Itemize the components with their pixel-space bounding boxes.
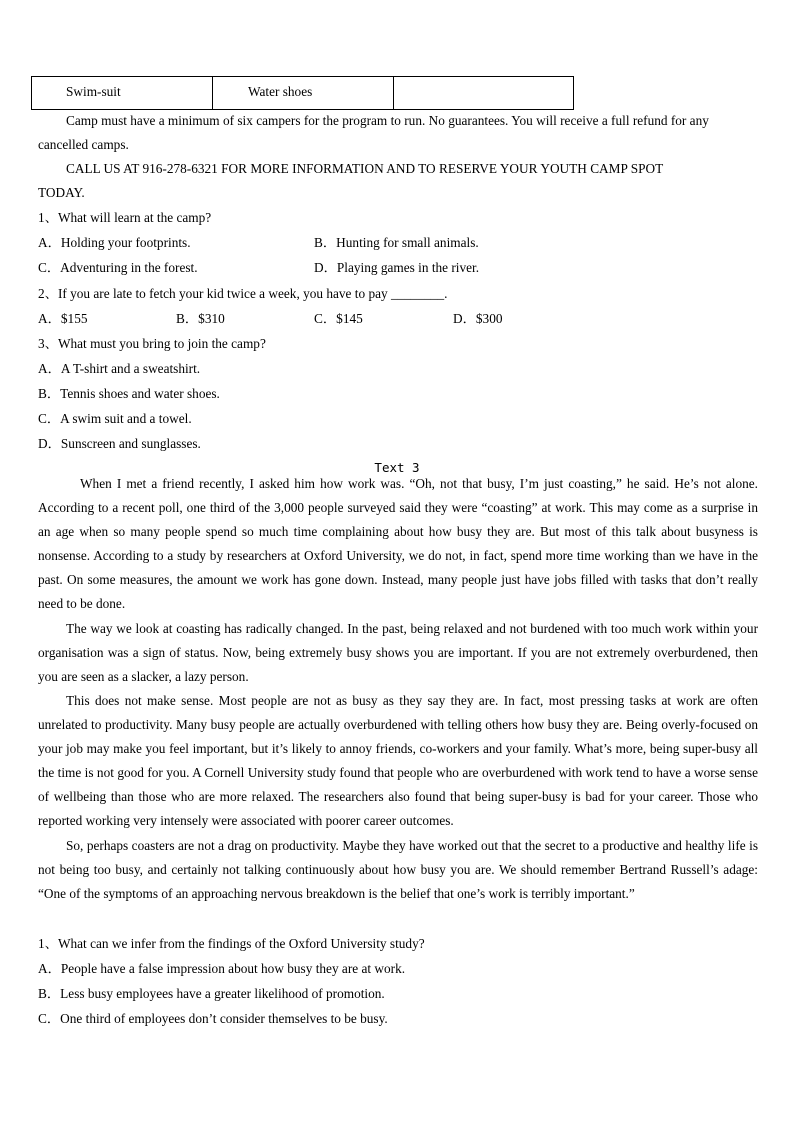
answer-option: C．$145: [314, 311, 363, 326]
camp-notice-line: cancelled camps.: [38, 137, 129, 152]
question-stem: 1、What will learn at the camp?: [38, 210, 212, 225]
question-stem: 1、What can we infer from the findings of the Oxford University study?: [38, 936, 425, 951]
answer-option: A．Holding your footprints.: [38, 235, 191, 250]
answer-option: D．$300: [453, 311, 503, 326]
passage-paragraph: The way we look at coasting has radically changed. In the past, being relaxed and not burdened with too much work within your organisation was a sign of status. Now, being extremely busy shows you are important. If you are not extremely overburdened, then you are seen as a slacker, a lazy person.: [38, 621, 758, 685]
answer-option: A．$155: [38, 311, 88, 326]
table-cell: Swim-suit: [32, 77, 213, 110]
answer-option: C．A swim suit and a towel.: [38, 411, 192, 426]
answer-option: A．A T-shirt and a sweatshirt.: [38, 361, 201, 376]
camp-notice-line: TODAY.: [38, 185, 85, 200]
question-stem: 2、If you are late to fetch your kid twice a week, you have to pay ________.: [38, 286, 448, 301]
equipment-table: [31, 76, 574, 110]
answer-option: B．Less busy employees have a greater likelihood of promotion.: [38, 986, 385, 1001]
answer-option: B．$310: [176, 311, 225, 326]
table-row: [32, 77, 574, 110]
answer-option: D．Playing games in the river.: [314, 260, 480, 275]
answer-option: B．Tennis shoes and water shoes.: [38, 386, 220, 401]
passage-paragraph: So, perhaps coasters are not a drag on productivity. Maybe they have worked out that the secret to a productive and healthy life is not being too busy, and certainly not talking continuously about how busy you are. We should remember Bertrand Russell’s adage: “One of the symptoms of an approaching nervous breakdown is the belief that one’s work is terribly important.”: [38, 838, 758, 902]
passage-paragraph: When I met a friend recently, I asked him how work was. “Oh, not that busy, I’m just coasting,” he said. He’s not alone. According to a recent poll, one third of the 3,000 people surveyed said they were “coasting” at work. This may come as a surprise in an age when so many people spend so much time complaining about how busy they are. But most of this talk about busyness is nonsense. According to a study by researchers at Oxford University, we do not, in fact, spend more time working than we have in the past. On some measures, the amount we work has gone down. Instead, many people just have jobs filled with tasks that don’t really need to be done.: [38, 476, 758, 612]
answer-option: A．People have a false impression about how busy they are at work.: [38, 961, 406, 976]
camp-notice-line: CALL US AT 916-278-6321 FOR MORE INFORMATION AND TO RESERVE YOUR YOUTH CAMP SPOT: [66, 161, 664, 176]
camp-notice-line: Camp must have a minimum of six campers for the program to run. No guarantees. You will receive a full refund for any: [66, 113, 709, 128]
passage-paragraph: This does not make sense. Most people are not as busy as they say they are. In fact, most pressing tasks at work are often unrelated to productivity. Many busy people are actually overburdened with telling others how busy they are. Being overly-focused on your job may make you feel important, but it’s likely to annoy friends, co-workers and your family. What’s more, being super-busy all the time is not good for you. A Cornell University study found that people who are overburdened with work tend to have a worse sense of wellbeing than those who are more relaxed. The researchers also found that being super-busy is bad for your career. Those who reported working very intensely were associated with poorer career outcomes.: [38, 693, 758, 829]
answer-option: D．Sunscreen and sunglasses.: [38, 436, 201, 451]
section-heading: Text 3: [374, 460, 420, 475]
answer-option: C．One third of employees don’t consider themselves to be busy.: [38, 1011, 388, 1026]
question-stem: 3、What must you bring to join the camp?: [38, 336, 266, 351]
table-cell: Water shoes: [213, 77, 394, 110]
answer-option: C．Adventuring in the forest.: [38, 260, 198, 275]
table-cell: [394, 77, 574, 110]
answer-option: B．Hunting for small animals.: [314, 235, 479, 250]
